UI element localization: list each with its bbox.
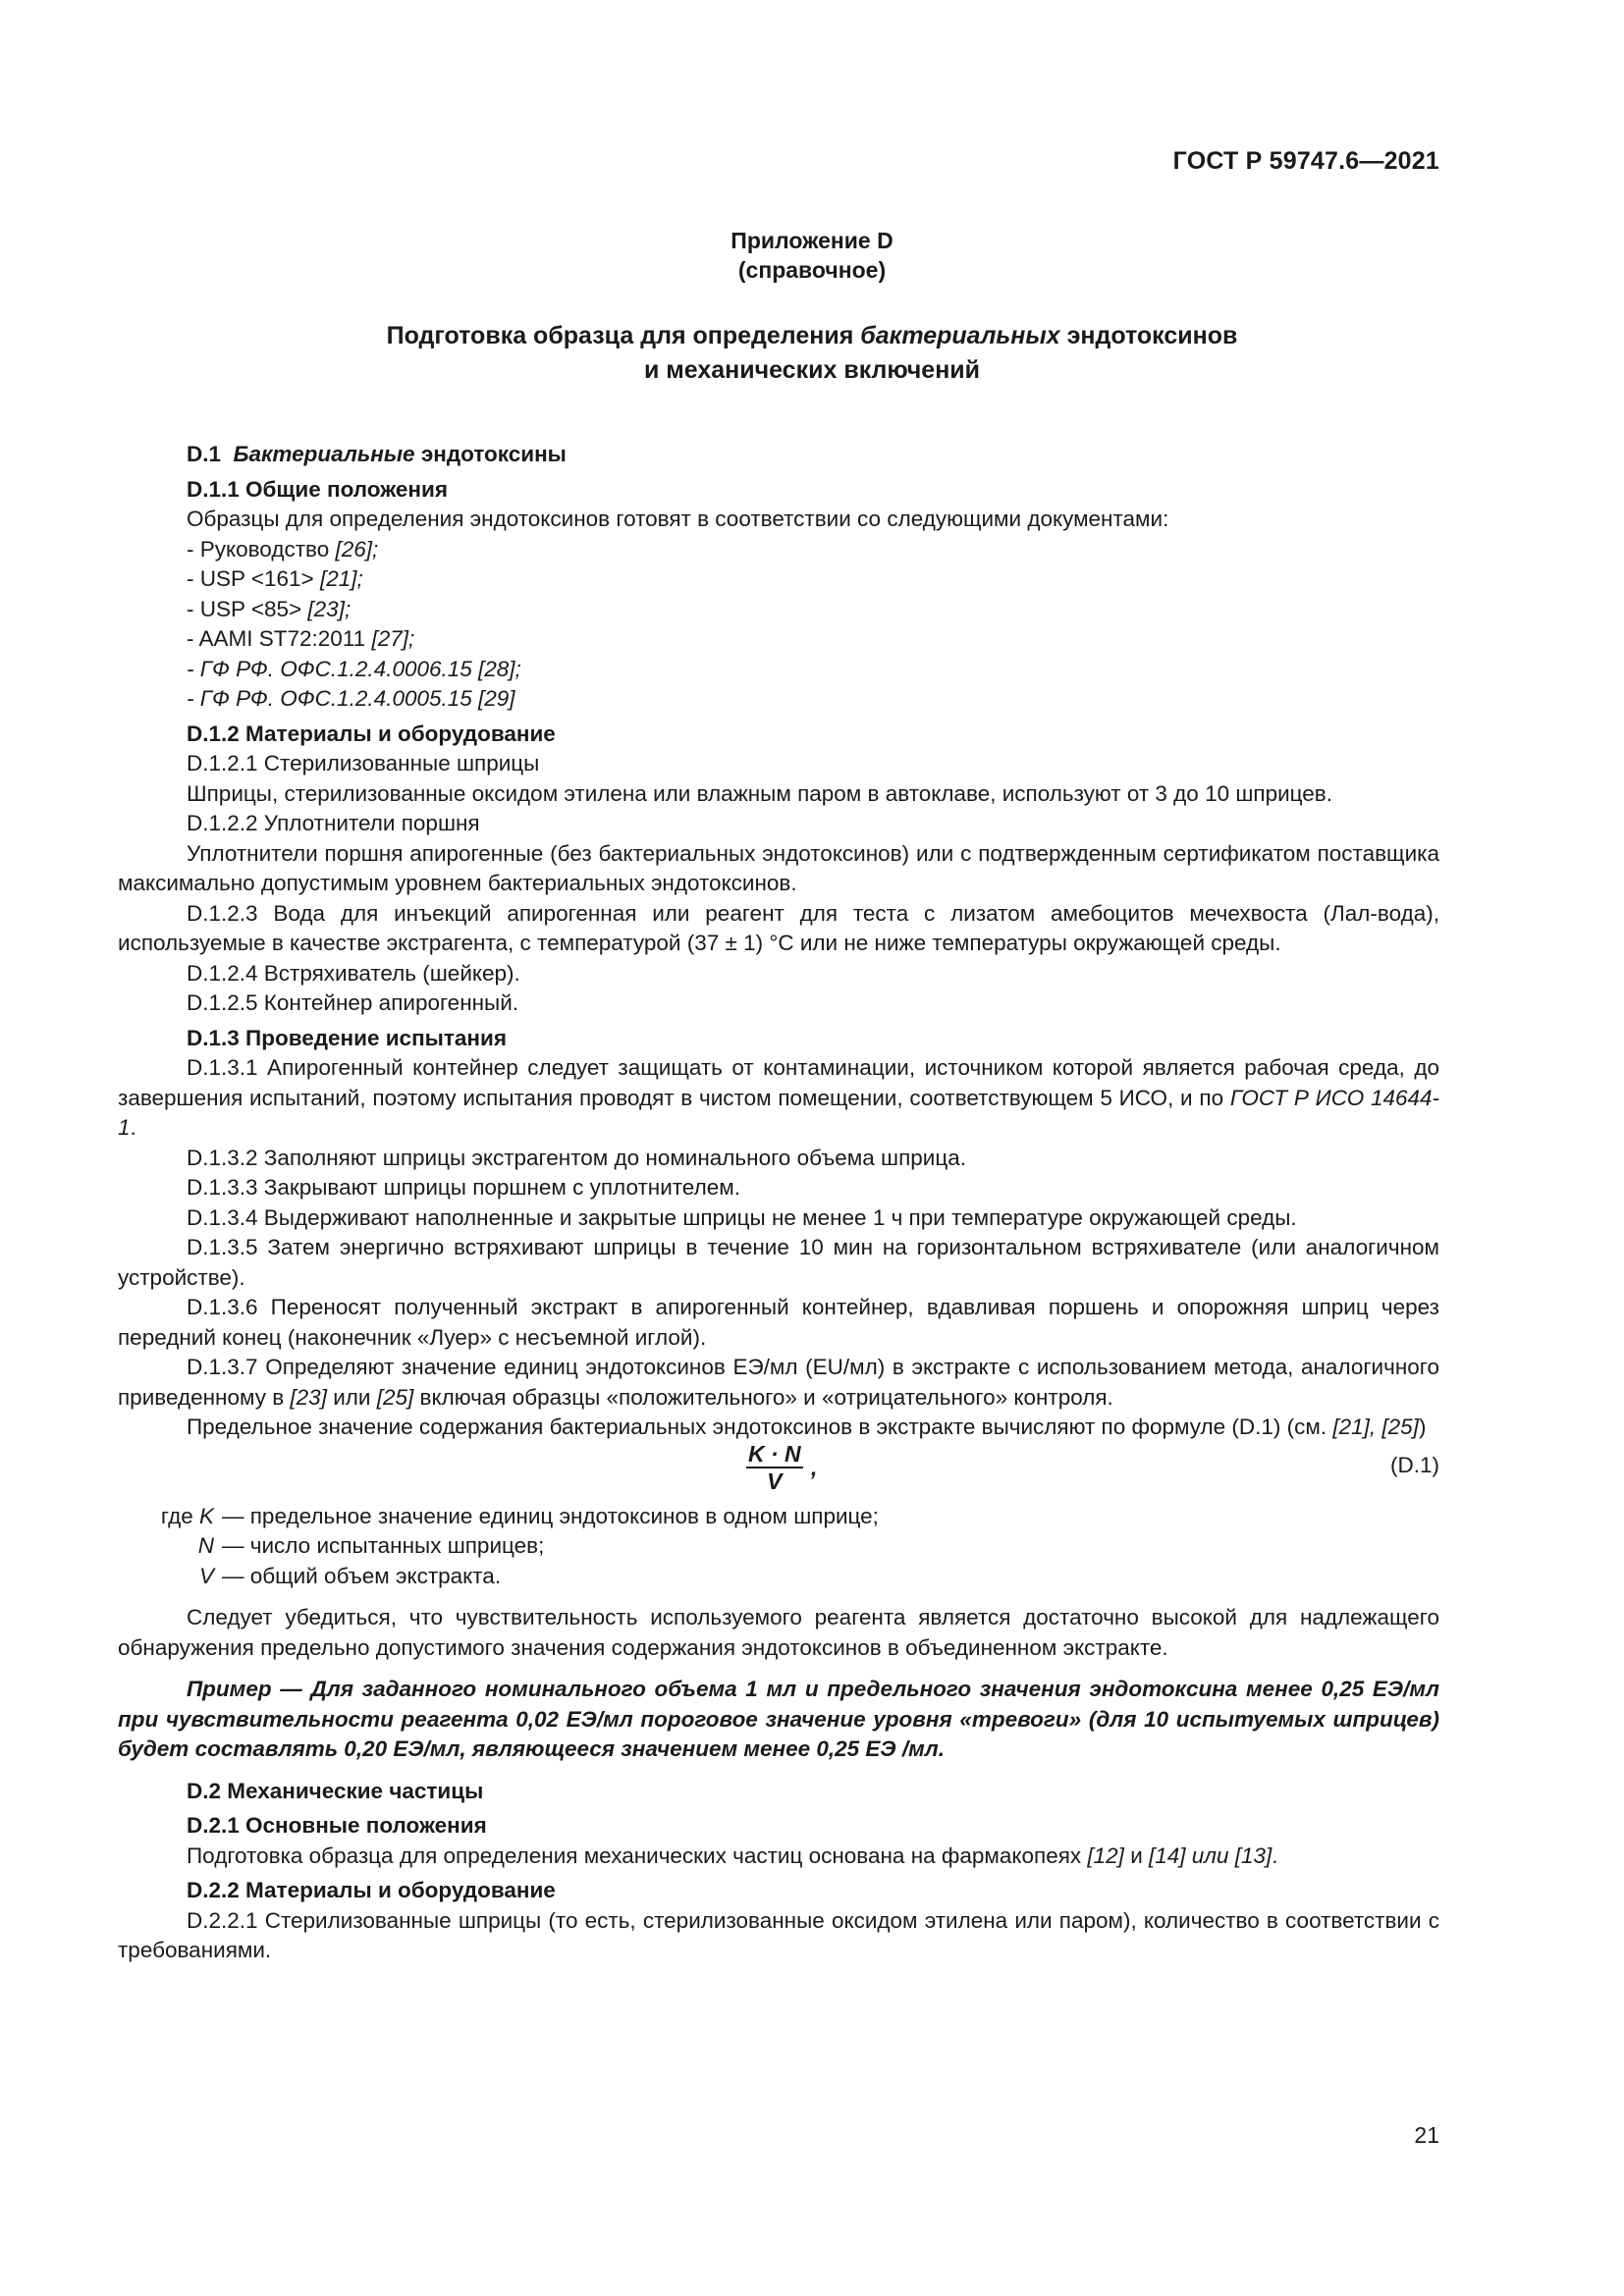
document-body [118, 435, 1439, 1966]
annex-title-line1: Подготовка образца для определения бактериальных эндотоксинов [386, 322, 1238, 349]
section-d1-heading: D.1 Бактериальные эндотоксины [187, 442, 567, 466]
paragraph: D.1.3.7 Определяют значение единиц эндотоксинов ЕЭ/мл (EU/мл) в экстракте с использованием метода, аналогичного приведенному в [23] или [25] включая образцы «положительного» и «отрицательного» контроля. [118, 1355, 1439, 1410]
section-d11-heading: D.1.1 Общие положения [187, 476, 448, 502]
section-d22-heading: D.2.2 Материалы и оборудование [187, 1878, 556, 1902]
equation-number: (D.1) [1390, 1452, 1439, 1477]
paragraph: D.1.2.1 Стерилизованные шприцы [187, 751, 540, 775]
paragraph: Образцы для определения эндотоксинов готовят в соответствии со следующими документами: [187, 507, 1169, 531]
section-d13-heading: D.1.3 Проведение испытания [187, 1025, 507, 1050]
section-d12-heading: D.1.2 Материалы и оборудование [187, 721, 556, 746]
standard-code: ГОСТ Р 59747.6—2021 [1172, 147, 1439, 175]
annex-title-line2: и механических включений [643, 356, 981, 384]
section-d2-heading: D.2 Механические частицы [187, 1778, 484, 1803]
example-note: Пример — Для заданного номинального объема 1 мл и предельного значения эндотоксина менее 0,25 ЕЭ/мл при чувствительности реагента 0,02 ЕЭ/мл пороговое значение уровня «тревоги» (для 10 испытуемых шприцев) будет составлять 0,20 ЕЭ/мл, являющееся значением менее 0,25 ЕЭ /мл. [118, 1677, 1439, 1761]
list-item: - USP <85> [23]; [187, 596, 352, 621]
list-item: - USP <161> [21]; [187, 566, 363, 591]
list-item: - ГФ РФ. ОФС.1.2.4.0006.15 [28]; [187, 656, 521, 681]
page-number: 21 [1414, 2122, 1439, 2148]
paragraph: Предельное значение содержания бактериальных эндотоксинов в экстракте вычисляют по формуле (D.1) (см. [21], [25]) [187, 1415, 1427, 1439]
paragraph: D.1.3.1 Апирогенный контейнер следует защищать от контаминации, источником которой является рабочая среда, до завершения испытаний, поэтому испытания проводят в чистом помещении, соответствующем 5 ИСО, и по ГОСТ Р ИСО 14644-1. [118, 1055, 1440, 1140]
annex-title [0, 319, 1624, 388]
legend-item: V — общий объем экстракта. [198, 1563, 502, 1588]
list-item: - Руководство [26]; [187, 536, 379, 561]
paragraph: D.1.2.3 Вода для инъекций апирогенная или реагент для теста с лизатом амебоцитов мечехвоста (Лал-вода), используемые в качестве экстрагента, с температурой (37 ± 1) °С или не ниже температуры окружающей среды. [118, 900, 1439, 955]
annex-label: Приложение D [731, 228, 893, 253]
annex-heading [0, 226, 1624, 285]
paragraph: D.1.3.4 Выдерживают наполненные и закрытые шприцы не менее 1 ч при температуре окружающей среды. [187, 1204, 1297, 1230]
section-d21-heading: D.2.1 Основные положения [187, 1813, 487, 1838]
formula-fraction [746, 1441, 803, 1494]
paragraph: Шприцы, стерилизованные оксидом этилена или влажным паром в автоклаве, используют от 3 до 10 шприцев. [187, 780, 1333, 806]
legend-item: где K — предельное значение единиц эндотоксинов в одном шприце; [160, 1503, 879, 1528]
list-item: - ГФ РФ. ОФС.1.2.4.0005.15 [29] [187, 686, 515, 711]
paragraph: D.1.2.2 Уплотнители поршня [187, 811, 480, 835]
formula-denominator: V [767, 1468, 783, 1494]
paragraph: D.1.2.5 Контейнер апирогенный. [187, 990, 519, 1015]
annex-type: (справочное) [737, 257, 887, 283]
paragraph: Следует убедиться, что чувствительность используемого реагента является достаточно высокой для надлежащего обнаружения предельно допустимого значения содержания эндотоксинов в объединенном экстракте. [118, 1605, 1439, 1660]
paragraph: D.1.3.2 Заполняют шприцы экстрагентом до номинального объема шприца. [187, 1145, 967, 1170]
paragraph: D.1.3.6 Переносят полученный экстракт в апирогенный контейнер, вдавливая поршень и опорожняя шприц через передний конец (наконечник «Луер» с несъемной иглой). [118, 1295, 1439, 1350]
legend-item: N — число испытанных шприцев; [197, 1533, 545, 1558]
paragraph: Уплотнители поршня апирогенные (без бактериальных эндотоксинов) или с подтвержденным сертификатом поставщика максимально допустимым уровнем бактериальных эндотоксинов. [118, 840, 1439, 895]
reference-list [118, 535, 1439, 715]
list-item: - AAMI ST72:2011 [27]; [187, 626, 415, 651]
paragraph: D.2.2.1 Стерилизованные шприцы (то есть, стерилизованные оксидом этилена или паром), количество в соответствии с требованиями. [118, 1907, 1439, 1962]
formula-legend [118, 1502, 1439, 1592]
paragraph: Подготовка образца для определения механических частиц основана на фармакопеях [12] и [14] или [13]. [187, 1842, 1278, 1868]
paragraph: D.1.2.4 Встряхиватель (шейкер). [187, 960, 520, 986]
formula-numerator: K · N [748, 1440, 801, 1467]
paragraph: D.1.3.3 Закрывают шприцы поршнем с уплотнителем. [187, 1175, 740, 1200]
paragraph: D.1.3.5 Затем энергично встряхивают шприцы в течение 10 мин на горизонтальном встряхивателе (или аналогичном устройстве). [118, 1235, 1439, 1290]
formula-d1: $\frac{K \cdot N}{V}$ , (D.1) [748, 1440, 1439, 1494]
